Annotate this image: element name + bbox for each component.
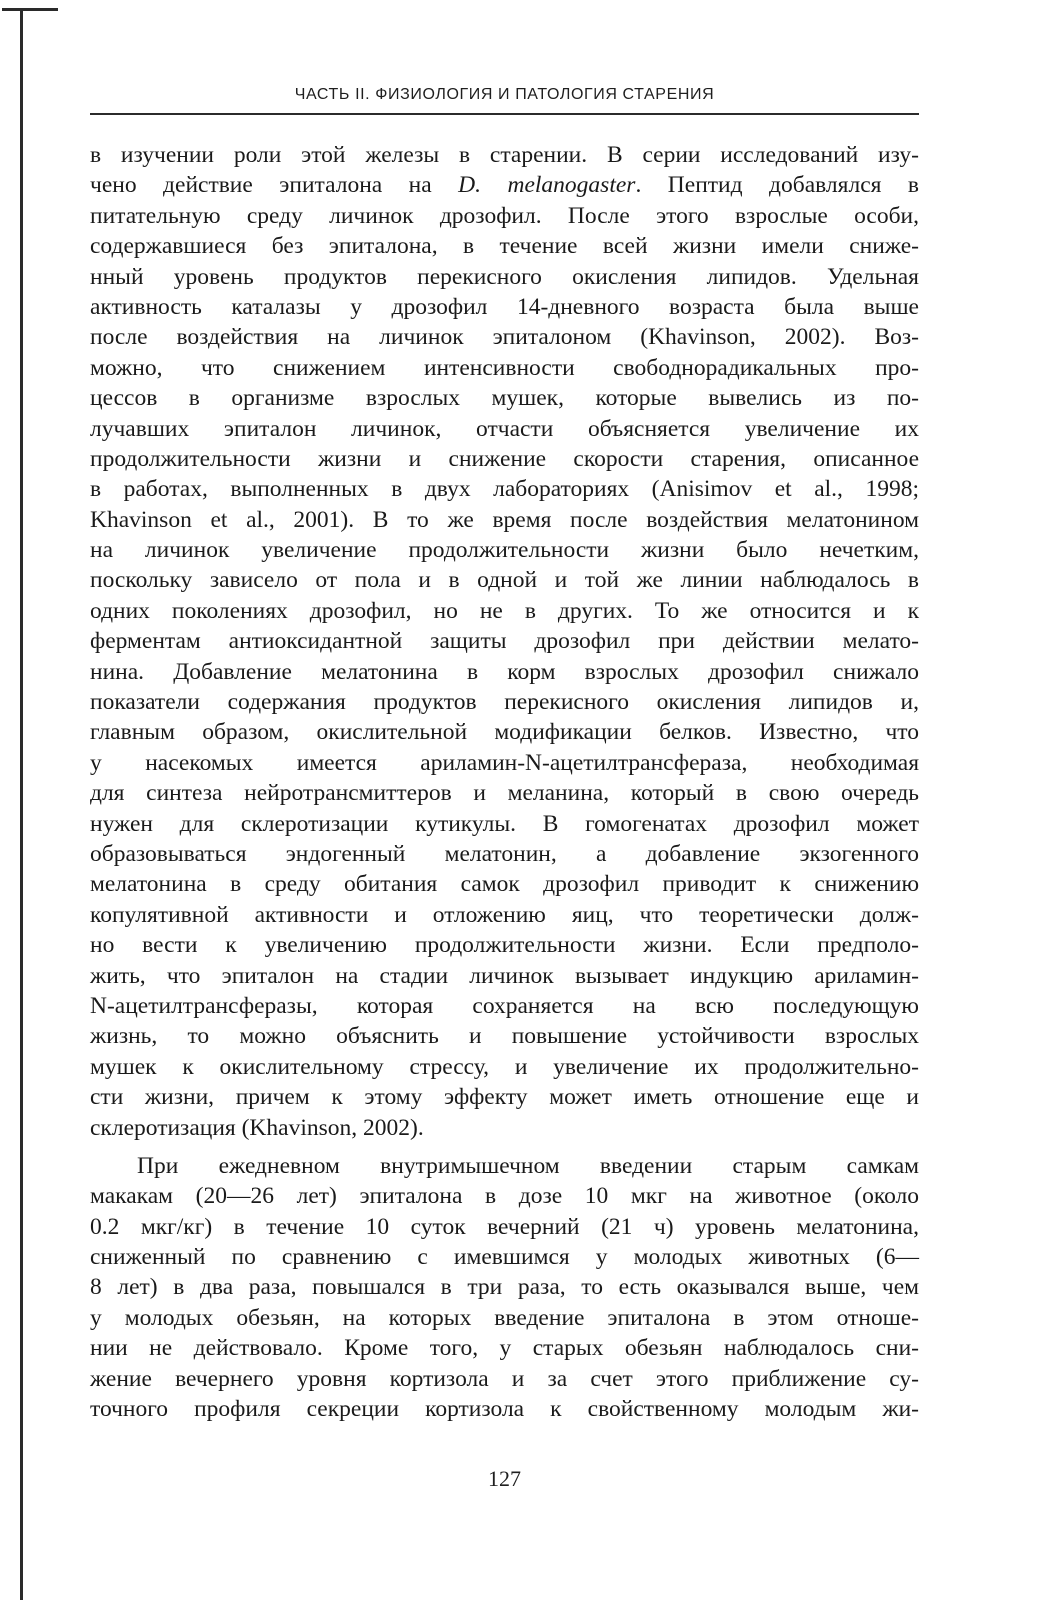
text-line: в изучении роли этой железы в старении. В серии исследований изу- xyxy=(90,142,919,168)
text-line: 8 лет) в два раза, повышался в три раза, то есть оказывался выше, чем xyxy=(90,1274,919,1301)
text-line: в работах, выполненных в двух лабораториях (Anisimov et al., 1998; xyxy=(90,476,919,503)
text-line: мушек к окислительному стрессу, и увеличение их продолжительно- xyxy=(90,1053,919,1080)
text-line: можно, что снижением интенсивности свободнорадикальных про- xyxy=(90,354,919,381)
text-line: главным образом, окислительной модификации белков. Известно, что xyxy=(90,719,919,746)
text-line: мелатонина в среду обитания самок дрозофил приводит к снижению xyxy=(90,871,919,898)
body-text xyxy=(90,140,919,1424)
page-number: 127 xyxy=(488,1466,521,1491)
text-line: у молодых обезьян, на которых введение эпиталона в этом отноше- xyxy=(90,1304,919,1331)
text-line: копулятивной активности и отложению яиц, что теоретически долж- xyxy=(90,901,919,928)
text-line: но вести к увеличению продолжительности жизни. Если предполо- xyxy=(90,932,919,959)
running-head: ЧАСТЬ II. ФИЗИОЛОГИЯ И ПАТОЛОГИЯ СТАРЕНИЯ xyxy=(294,86,715,103)
text-line: Khavinson et al., 2001). В то же время после воздействия мелатонином xyxy=(90,506,919,533)
text-line: нина. Добавление мелатонина в корм взрослых дрозофил снижало xyxy=(90,658,919,685)
text-line: жение вечернего уровня кортизола и за счет этого приближение су- xyxy=(90,1365,919,1392)
paragraph-2 xyxy=(90,1151,919,1425)
text-line: для синтеза нейротрансмиттеров и меланина, который в свою очередь xyxy=(90,780,919,807)
text-line: макакам (20—26 лет) эпиталона в дозе 10 мкг на животное (около xyxy=(90,1183,919,1210)
text-line: склеротизация (Khavinson, 2002). xyxy=(90,1114,424,1141)
text-line: образовываться эндогенный мелатонин, а добавление экзогенного xyxy=(90,840,919,867)
text-line: содержавшиеся без эпиталона, в течение всей жизни имели сниже- xyxy=(90,233,919,260)
text-line: поскольку зависело от пола и в одной и той же линии наблюдалось в xyxy=(90,567,919,594)
text-line: нии не действовало. Кроме того, у старых обезьян наблюдалось сни- xyxy=(90,1335,919,1362)
text-line: лучавших эпиталон личинок, отчасти объясняется увеличение их xyxy=(90,415,919,442)
page-binding-edge xyxy=(20,10,23,1600)
text-line: нужен для склеротизации кутикулы. В гомогенатах дрозофил может xyxy=(90,810,919,837)
species-name: D. melanogaster xyxy=(458,172,636,199)
header-rule xyxy=(90,113,919,115)
text-line: на личинок увеличение продолжительности жизни было нечетким, xyxy=(90,537,919,564)
text-line: цессов в организме взрослых мушек, которые вывелись из по- xyxy=(90,385,919,412)
text-line: у насекомых имеется ариламин-N-ацетилтрансфераза, необходимая xyxy=(90,749,919,776)
text-line: продолжительности жизни и снижение скорости старения, описанное xyxy=(90,445,919,472)
text-line: жить, что эпиталон на стадии личинок вызывает индукцию ариламин- xyxy=(90,962,919,989)
text-line: чено действие эпиталона на D. melanogaster. Пептид добавлялся в xyxy=(90,172,920,199)
text-line: жизнь, то можно объяснить и повышение устойчивости взрослых xyxy=(90,1023,919,1050)
page-binding-tick xyxy=(2,8,58,11)
text-line: точного профиля секреции кортизола к свойственному молодым жи- xyxy=(90,1396,919,1423)
text-line: одних поколениях дрозофил, но не в других. То же относится и к xyxy=(90,597,919,624)
text-line: сниженный по сравнению с имевшимся у молодых животных (6— xyxy=(90,1244,919,1271)
text-line: после воздействия на личинок эпиталоном (Khavinson, 2002). Воз- xyxy=(90,324,919,351)
text-line: N-ацетилтрансферазы, которая сохраняется на всю последующую xyxy=(90,992,919,1019)
text-line: ферментам антиоксидантной защиты дрозофил при действии мелато- xyxy=(90,628,919,655)
text-line: питательную среду личинок дрозофил. После этого взрослые особи, xyxy=(90,202,919,229)
text-line: При ежедневном внутримышечном введении старым самкам xyxy=(137,1152,919,1179)
text-line: сти жизни, причем к этому эффекту может иметь отношение еще и xyxy=(90,1084,919,1111)
text-line: активность каталазы у дрозофил 14-дневного возраста была выше xyxy=(90,293,919,320)
text-line: нный уровень продуктов перекисного окисления липидов. Удельная xyxy=(90,263,919,290)
text-line: 0.2 мкг/кг) в течение 10 суток вечерний (21 ч) уровень мелатонина, xyxy=(90,1213,919,1240)
paragraph-gap xyxy=(90,1143,919,1151)
text-line: показатели содержания продуктов перекисного окисления липидов и, xyxy=(90,689,919,716)
paragraph-1 xyxy=(90,140,919,1143)
